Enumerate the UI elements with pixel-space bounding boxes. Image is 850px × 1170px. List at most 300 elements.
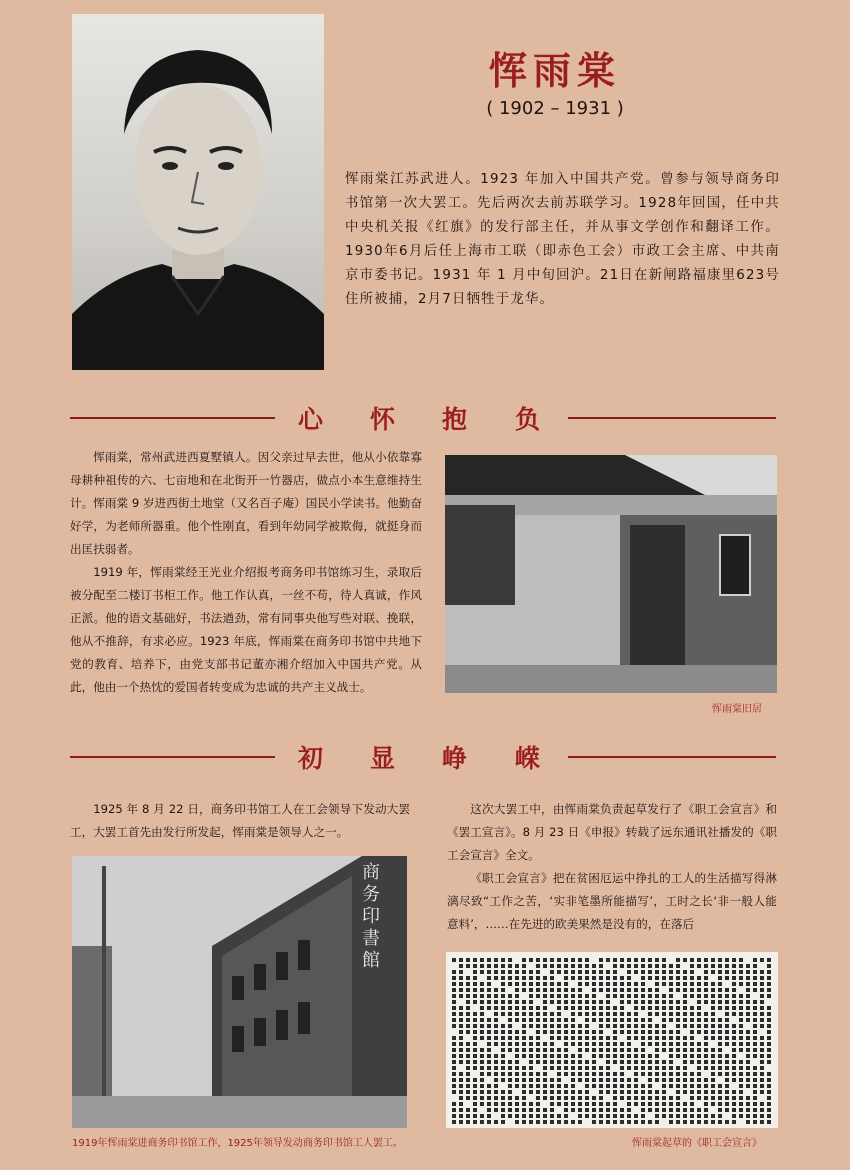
clipping-glyph — [494, 1072, 498, 1076]
clipping-glyph — [494, 1006, 498, 1010]
clipping-glyph — [662, 1090, 666, 1094]
clipping-glyph — [508, 1018, 512, 1022]
clipping-glyph — [543, 964, 547, 968]
clipping-glyph — [585, 1114, 589, 1118]
clipping-glyph — [662, 1012, 666, 1016]
clipping-glyph — [466, 982, 470, 986]
clipping-glyph — [564, 1000, 568, 1004]
clipping-glyph — [746, 1006, 750, 1010]
clipping-glyph — [767, 988, 771, 992]
clipping-glyph — [718, 964, 722, 968]
clipping-glyph — [704, 1090, 708, 1094]
clipping-glyph — [466, 1042, 470, 1046]
clipping-glyph — [578, 1012, 582, 1016]
clipping-glyph — [613, 964, 617, 968]
clipping-glyph — [620, 1024, 624, 1028]
clipping-glyph — [676, 1018, 680, 1022]
clipping-glyph — [536, 1018, 540, 1022]
clipping-glyph — [753, 1102, 757, 1106]
clipping-glyph — [592, 1102, 596, 1106]
clipping-glyph — [620, 1090, 624, 1094]
clipping-glyph — [697, 1096, 701, 1100]
clipping-glyph — [536, 964, 540, 968]
clipping-glyph — [459, 958, 463, 962]
clipping-glyph — [648, 1078, 652, 1082]
clipping-glyph — [669, 1072, 673, 1076]
clipping-glyph — [529, 1084, 533, 1088]
clipping-glyph — [690, 1084, 694, 1088]
clipping-glyph — [662, 982, 666, 986]
clipping-glyph — [585, 1024, 589, 1028]
residence-drawing — [445, 455, 777, 693]
clipping-glyph — [746, 1054, 750, 1058]
clipping-glyph — [697, 1078, 701, 1082]
clipping-glyph — [571, 988, 575, 992]
clipping-glyph — [515, 1000, 519, 1004]
clipping-glyph — [634, 982, 638, 986]
clipping-glyph — [473, 958, 477, 962]
clipping-glyph — [662, 958, 666, 962]
clipping-glyph — [515, 1054, 519, 1058]
clipping-glyph — [662, 1042, 666, 1046]
clipping-glyph — [592, 1084, 596, 1088]
clipping-glyph — [536, 1108, 540, 1112]
clipping-glyph — [606, 1006, 610, 1010]
clipping-glyph — [697, 958, 701, 962]
clipping-glyph — [648, 976, 652, 980]
clipping-glyph — [620, 994, 624, 998]
clipping-glyph — [676, 1090, 680, 1094]
clipping-glyph — [459, 1048, 463, 1052]
clipping-glyph — [501, 1102, 505, 1106]
clipping-glyph — [704, 1120, 708, 1124]
clipping-glyph — [690, 1018, 694, 1022]
clipping-glyph — [697, 1084, 701, 1088]
clipping-glyph — [711, 982, 715, 986]
clipping-glyph — [627, 1012, 631, 1016]
clipping-glyph — [634, 994, 638, 998]
clipping-glyph — [760, 1090, 764, 1094]
clipping-glyph — [739, 994, 743, 998]
clipping-glyph — [648, 1006, 652, 1010]
clipping-glyph — [746, 1012, 750, 1016]
clipping-glyph — [473, 994, 477, 998]
clipping-glyph — [711, 1036, 715, 1040]
clipping-glyph — [676, 1030, 680, 1034]
clipping-glyph — [634, 1114, 638, 1118]
clipping-glyph — [494, 976, 498, 980]
clipping-glyph — [641, 1048, 645, 1052]
clipping-glyph — [487, 1120, 491, 1124]
clipping-glyph — [648, 1102, 652, 1106]
press-building-drawing — [72, 856, 407, 1128]
clipping-glyph — [466, 1120, 470, 1124]
clipping-glyph — [620, 964, 624, 968]
clipping-glyph — [676, 1096, 680, 1100]
clipping-glyph — [487, 1090, 491, 1094]
clipping-glyph — [746, 1060, 750, 1064]
clipping-glyph — [739, 1066, 743, 1070]
clipping-glyph — [662, 1078, 666, 1082]
clipping-glyph — [613, 1018, 617, 1022]
clipping-glyph — [571, 1090, 575, 1094]
clipping-glyph — [711, 958, 715, 962]
clipping-glyph — [536, 958, 540, 962]
clipping-glyph — [641, 1042, 645, 1046]
clipping-glyph — [494, 1018, 498, 1022]
clipping-glyph — [515, 1102, 519, 1106]
clipping-glyph — [536, 976, 540, 980]
clipping-glyph — [522, 1012, 526, 1016]
clipping-glyph — [557, 970, 561, 974]
clipping-glyph — [571, 1006, 575, 1010]
clipping-glyph — [606, 1108, 610, 1112]
clipping-glyph — [508, 1090, 512, 1094]
clipping-glyph — [550, 1060, 554, 1064]
clipping-glyph — [697, 994, 701, 998]
clipping-glyph — [550, 976, 554, 980]
clipping-glyph — [683, 1042, 687, 1046]
clipping-glyph — [613, 1078, 617, 1082]
clipping-glyph — [718, 1048, 722, 1052]
clipping-glyph — [683, 1012, 687, 1016]
clipping-glyph — [487, 1066, 491, 1070]
clipping-glyph — [676, 976, 680, 980]
clipping-glyph — [473, 1102, 477, 1106]
clipping-glyph — [676, 1006, 680, 1010]
building-sign-text: 商务印書館 — [362, 862, 380, 971]
clipping-glyph — [571, 1042, 575, 1046]
clipping-glyph — [557, 988, 561, 992]
clipping-glyph — [669, 1042, 673, 1046]
clipping-glyph — [725, 964, 729, 968]
clipping-glyph — [501, 1072, 505, 1076]
clipping-glyph — [550, 1024, 554, 1028]
clipping-glyph — [529, 988, 533, 992]
clipping-glyph — [683, 1078, 687, 1082]
clipping-glyph — [746, 1036, 750, 1040]
clipping-glyph — [641, 1120, 645, 1124]
clipping-glyph — [704, 1060, 708, 1064]
clipping-glyph — [543, 1024, 547, 1028]
clipping-glyph — [487, 1024, 491, 1028]
clipping-glyph — [599, 1066, 603, 1070]
clipping-glyph — [760, 994, 764, 998]
clipping-glyph — [627, 982, 631, 986]
clipping-glyph — [683, 988, 687, 992]
clipping-glyph — [676, 1012, 680, 1016]
clipping-glyph — [613, 1102, 617, 1106]
clipping-glyph — [641, 976, 645, 980]
clipping-glyph — [746, 1114, 750, 1118]
clipping-glyph — [522, 1078, 526, 1082]
clipping-glyph — [690, 988, 694, 992]
clipping-glyph — [578, 1048, 582, 1052]
clipping-glyph — [746, 1084, 750, 1088]
clipping-glyph — [753, 1042, 757, 1046]
clipping-glyph — [501, 1096, 505, 1100]
clipping-glyph — [641, 1090, 645, 1094]
clipping-glyph — [515, 994, 519, 998]
section2-left-text — [70, 798, 410, 844]
clipping-glyph — [690, 1036, 694, 1040]
clipping-glyph — [732, 1012, 736, 1016]
clipping-glyph — [704, 1042, 708, 1046]
clipping-glyph — [585, 994, 589, 998]
clipping-texture — [446, 952, 778, 1128]
clipping-glyph — [704, 1024, 708, 1028]
person-name: 恽雨棠 — [488, 48, 621, 93]
clipping-glyph — [557, 1036, 561, 1040]
clipping-glyph — [641, 982, 645, 986]
clipping-glyph — [494, 1066, 498, 1070]
clipping-glyph — [466, 988, 470, 992]
clipping-glyph — [599, 976, 603, 980]
clipping-glyph — [767, 1096, 771, 1100]
clipping-glyph — [550, 1096, 554, 1100]
clipping-glyph — [725, 1036, 729, 1040]
clipping-glyph — [459, 1054, 463, 1058]
clipping-glyph — [690, 1030, 694, 1034]
clipping-glyph — [599, 964, 603, 968]
clipping-glyph — [655, 1108, 659, 1112]
clipping-glyph — [732, 1090, 736, 1094]
clipping-glyph — [508, 1102, 512, 1106]
clipping-glyph — [711, 1006, 715, 1010]
clipping-glyph — [452, 1084, 456, 1088]
clipping-glyph — [662, 1048, 666, 1052]
clipping-glyph — [529, 994, 533, 998]
clipping-glyph — [627, 1078, 631, 1082]
clipping-glyph — [529, 1042, 533, 1046]
clipping-glyph — [753, 1012, 757, 1016]
clipping-glyph — [753, 1006, 757, 1010]
clipping-glyph — [515, 1084, 519, 1088]
clipping-glyph — [466, 1114, 470, 1118]
clipping-glyph — [655, 1102, 659, 1106]
clipping-glyph — [739, 1018, 743, 1022]
clipping-glyph — [655, 958, 659, 962]
clipping-glyph — [690, 1108, 694, 1112]
clipping-glyph — [704, 1066, 708, 1070]
clipping-glyph — [480, 1096, 484, 1100]
clipping-glyph — [543, 1000, 547, 1004]
clipping-glyph — [725, 1066, 729, 1070]
clipping-glyph — [641, 1084, 645, 1088]
clipping-glyph — [704, 1054, 708, 1058]
clipping-glyph — [620, 1018, 624, 1022]
clipping-glyph — [613, 1108, 617, 1112]
clipping-glyph — [515, 1042, 519, 1046]
clipping-glyph — [704, 1114, 708, 1118]
clipping-glyph — [767, 970, 771, 974]
clipping-glyph — [599, 982, 603, 986]
clipping-glyph — [753, 1024, 757, 1028]
clipping-glyph — [459, 976, 463, 980]
clipping-glyph — [739, 1078, 743, 1082]
clipping-glyph — [697, 988, 701, 992]
clipping-glyph — [718, 994, 722, 998]
clipping-glyph — [571, 1120, 575, 1124]
clipping-glyph — [718, 982, 722, 986]
clipping-glyph — [746, 1030, 750, 1034]
clipping-glyph — [627, 1018, 631, 1022]
clipping-glyph — [718, 1054, 722, 1058]
clipping-glyph — [655, 976, 659, 980]
section1-rule-left — [70, 417, 275, 419]
clipping-glyph — [571, 1036, 575, 1040]
clipping-glyph — [683, 1054, 687, 1058]
clipping-glyph — [627, 988, 631, 992]
clipping-glyph — [592, 1120, 596, 1124]
clipping-glyph — [494, 1096, 498, 1100]
clipping-glyph — [662, 976, 666, 980]
clipping-glyph — [452, 1018, 456, 1022]
clipping-glyph — [578, 1114, 582, 1118]
clipping-glyph — [578, 982, 582, 986]
clipping-glyph — [466, 1030, 470, 1034]
clipping-glyph — [564, 1120, 568, 1124]
clipping-glyph — [683, 1102, 687, 1106]
clipping-glyph — [543, 988, 547, 992]
clipping-glyph — [634, 964, 638, 968]
clipping-glyph — [522, 1024, 526, 1028]
clipping-glyph — [655, 1096, 659, 1100]
clipping-glyph — [543, 1066, 547, 1070]
clipping-glyph — [592, 982, 596, 986]
clipping-glyph — [592, 1036, 596, 1040]
section2-rule-left — [70, 756, 275, 758]
clipping-glyph — [739, 1048, 743, 1052]
clipping-glyph — [494, 988, 498, 992]
clipping-glyph — [655, 988, 659, 992]
clipping-glyph — [564, 1018, 568, 1022]
clipping-glyph — [641, 958, 645, 962]
clipping-glyph — [760, 1042, 764, 1046]
clipping-glyph — [543, 1048, 547, 1052]
clipping-glyph — [760, 1066, 764, 1070]
clipping-glyph — [550, 982, 554, 986]
clipping-glyph — [683, 994, 687, 998]
clipping-glyph — [718, 1096, 722, 1100]
clipping-glyph — [501, 1042, 505, 1046]
clipping-glyph — [767, 1036, 771, 1040]
clipping-glyph — [760, 1024, 764, 1028]
clipping-glyph — [669, 1096, 673, 1100]
clipping-glyph — [725, 1120, 729, 1124]
clipping-glyph — [585, 1018, 589, 1022]
clipping-glyph — [543, 1030, 547, 1034]
clipping-glyph — [753, 1120, 757, 1124]
clipping-glyph — [515, 964, 519, 968]
clipping-glyph — [578, 1090, 582, 1094]
clipping-glyph — [711, 964, 715, 968]
clipping-glyph — [627, 1048, 631, 1052]
clipping-glyph — [494, 1078, 498, 1082]
clipping-glyph — [599, 1096, 603, 1100]
clipping-glyph — [564, 1084, 568, 1088]
clipping-glyph — [578, 970, 582, 974]
clipping-glyph — [543, 976, 547, 980]
clipping-glyph — [501, 970, 505, 974]
clipping-glyph — [725, 1006, 729, 1010]
clipping-glyph — [760, 1102, 764, 1106]
clipping-glyph — [732, 1030, 736, 1034]
clipping-glyph — [466, 1012, 470, 1016]
clipping-glyph — [536, 988, 540, 992]
clipping-glyph — [669, 1060, 673, 1064]
clipping-glyph — [662, 1000, 666, 1004]
clipping-glyph — [529, 976, 533, 980]
clipping-glyph — [620, 1108, 624, 1112]
clipping-glyph — [459, 1096, 463, 1100]
clipping-glyph — [487, 1030, 491, 1034]
clipping-glyph — [508, 958, 512, 962]
clipping-glyph — [452, 1054, 456, 1058]
clipping-glyph — [508, 1024, 512, 1028]
clipping-glyph — [452, 1120, 456, 1124]
clipping-glyph — [487, 1084, 491, 1088]
clipping-glyph — [550, 1078, 554, 1082]
clipping-glyph — [543, 994, 547, 998]
clipping-glyph — [536, 970, 540, 974]
section1-char-2: 怀 — [370, 405, 396, 434]
clipping-glyph — [501, 1036, 505, 1040]
clipping-glyph — [676, 1072, 680, 1076]
clipping-glyph — [767, 1054, 771, 1058]
clipping-glyph — [529, 1102, 533, 1106]
clipping-glyph — [529, 1012, 533, 1016]
clipping-glyph — [564, 1066, 568, 1070]
clipping-glyph — [655, 1114, 659, 1118]
clipping-glyph — [480, 1012, 484, 1016]
clipping-glyph — [655, 1060, 659, 1064]
clipping-glyph — [592, 994, 596, 998]
clipping-glyph — [606, 1000, 610, 1004]
clipping-glyph — [466, 964, 470, 968]
clipping-glyph — [522, 1084, 526, 1088]
clipping-glyph — [522, 1072, 526, 1076]
clipping-glyph — [739, 982, 743, 986]
clipping-glyph — [452, 982, 456, 986]
clipping-glyph — [480, 994, 484, 998]
clipping-glyph — [697, 1066, 701, 1070]
clipping-glyph — [501, 1012, 505, 1016]
clipping-glyph — [690, 970, 694, 974]
clipping-glyph — [508, 1096, 512, 1100]
clipping-glyph — [725, 1090, 729, 1094]
clipping-glyph — [480, 1078, 484, 1082]
clipping-glyph — [522, 1108, 526, 1112]
clipping-glyph — [529, 1114, 533, 1118]
clipping-glyph — [606, 1072, 610, 1076]
clipping-glyph — [641, 1006, 645, 1010]
clipping-glyph — [466, 1060, 470, 1064]
clipping-glyph — [613, 1090, 617, 1094]
clipping-glyph — [466, 1096, 470, 1100]
clipping-glyph — [711, 1018, 715, 1022]
section1-paragraph-2: 1919 年，恽雨棠经王光业介绍报考商务印书馆练习生，录取后被分配至二楼订书柜工作。他工作认真，一丝不苟，待人真诚，作风正派。他的语文基础好，书法遒劲，常有同事央他写些对联、挽联，他从不推辞，有求必应。1923 年底，恽雨棠在商务印书馆中共地下党的教育、培养下，由党支部书记董亦湘介绍加入中国共产党。从此，他由一个热忱的爱国者转变成为忠诚的共产主义战士。 — [70, 565, 422, 694]
clipping-glyph — [599, 1120, 603, 1124]
clipping-glyph — [599, 1102, 603, 1106]
clipping-glyph — [529, 970, 533, 974]
clipping-glyph — [690, 1120, 694, 1124]
clipping-glyph — [578, 994, 582, 998]
clipping-glyph — [676, 1042, 680, 1046]
clipping-glyph — [494, 1090, 498, 1094]
clipping-glyph — [732, 1078, 736, 1082]
clipping-glyph — [648, 1036, 652, 1040]
